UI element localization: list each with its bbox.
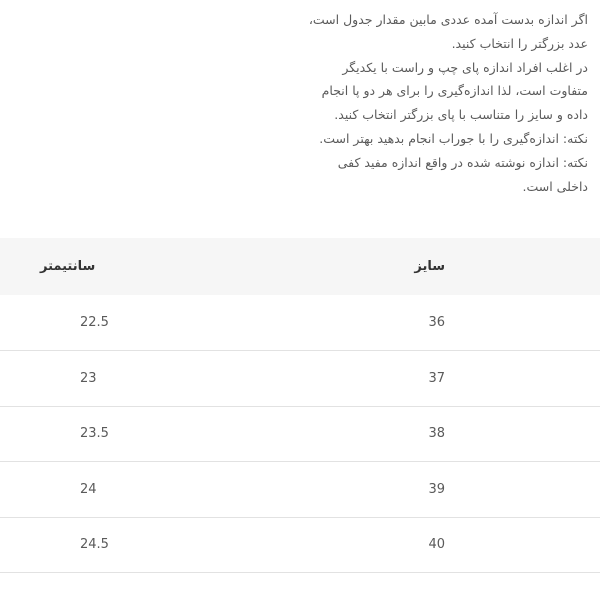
cm-cell-wrap xyxy=(0,351,190,407)
size-column-header: سایز xyxy=(414,259,445,274)
size-cell: 39 xyxy=(428,481,445,497)
cm-cell-wrap xyxy=(0,295,190,351)
cm-cell: 23 xyxy=(80,370,97,386)
cm-column-header-cell xyxy=(0,238,190,295)
note-line: متفاوت است، لذا اندازه‌گیری را برای هر دو پا انجام xyxy=(321,83,588,99)
table-row xyxy=(0,406,600,462)
size-cell: 37 xyxy=(428,370,445,386)
cm-cell: 22.5 xyxy=(80,315,109,330)
size-cell: 36 xyxy=(428,315,445,330)
size-cell: 38 xyxy=(428,426,445,442)
note-line: نکته: اندازه نوشته شده در واقع اندازه مفید کفی xyxy=(337,154,588,170)
cm-cell: 23.5 xyxy=(80,426,109,442)
size-chart-table xyxy=(0,238,600,573)
table-header-row xyxy=(0,238,600,295)
table-row xyxy=(0,295,600,351)
table-row xyxy=(0,517,600,573)
cm-column-header: سانتیمتر xyxy=(40,259,96,274)
size-cell: 40 xyxy=(428,537,445,553)
size-guide-notes xyxy=(258,8,588,198)
note-line: در اغلب افراد اندازه پای چپ و راست با یکدیگر xyxy=(342,59,588,75)
cm-cell: 24 xyxy=(80,481,97,497)
cm-cell: 24.5 xyxy=(80,537,109,553)
note-line: نکته: اندازه‌گیری را با جوراب انجام بدهید بهتر است. xyxy=(319,130,588,146)
table-row xyxy=(0,351,600,407)
note-line: داده و سایز را متناسب با پای بزرگتر انتخاب کنید. xyxy=(334,107,588,123)
note-line: اگر اندازه بدست آمده عددی مابین مقدار جدول است، xyxy=(308,12,588,27)
note-line: عدد بزرگتر را انتخاب کنید. xyxy=(451,35,588,51)
table-row xyxy=(0,462,600,518)
cm-cell-wrap xyxy=(0,517,190,573)
cm-cell-wrap xyxy=(0,462,190,518)
cm-cell-wrap xyxy=(0,406,190,462)
note-line: داخلی است. xyxy=(522,178,588,194)
